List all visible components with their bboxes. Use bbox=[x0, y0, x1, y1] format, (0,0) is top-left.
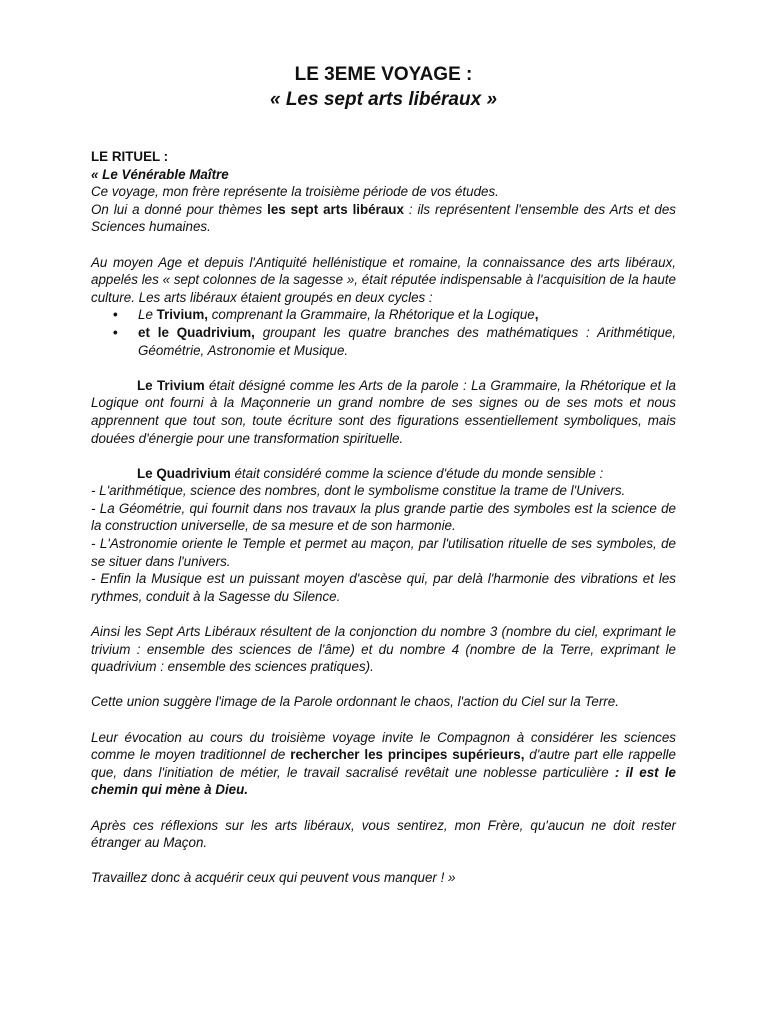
bullet-icon: • bbox=[113, 324, 118, 340]
speaker-line: « Le Vénérable Maître bbox=[91, 166, 229, 182]
paragraph-evocation: Leur évocation au cours du troisième voyage invite le Compagnon à considérer les sciences comme le moyen traditionnel de rechercher les principes supérieurs, d'autre part elle rappelle que, dans l'initiation de métier, le travail sacralisé revêtait une noblesse particulière : il est le chemin qui mène à Dieu. bbox=[91, 729, 676, 798]
cycles-list bbox=[91, 306, 676, 359]
rituel-heading: LE RITUEL : bbox=[91, 149, 169, 164]
paragraph-trivium: Le Trivium était désigné comme les Arts de la parole : La Grammaire, la Rhétorique et la Logique ont fourni à la Maçonnerie un grand nombre de ses signes ou de ses mots et nous apprennent que tout son, toute écriture sont des figurations essentiellement symboliques, mais douées d'énergie pour une transformation spirituelle. bbox=[91, 377, 676, 446]
list-item: • et le Quadrivium, groupant les quatre branches des mathématiques : Arithmétique, Géométrie, Astronomie et Musique. bbox=[113, 324, 676, 358]
paragraph-intro: Ce voyage, mon frère représente la troisième période de vos études. bbox=[91, 184, 499, 200]
themes-bold: les sept arts libéraux bbox=[267, 201, 404, 217]
quadrivium-item: - La Géométrie, qui fournit dans nos travaux la plus grande partie des symboles est la science de la construction universelle, de sa mesure et de son harmonie. bbox=[91, 500, 676, 534]
list-item: • Le Trivium, comprenant la Grammaire, la Rhétorique et la Logique, bbox=[113, 307, 539, 323]
title-line-1: LE 3EME VOYAGE : bbox=[294, 64, 473, 85]
paragraph-moyen-age: Au moyen Age et depuis l'Antiquité hellénistique et romaine, la connaissance des arts libéraux, appelés les « sept colonnes de la sagesse », était réputée indispensable à l'acquisition de la haute culture. Les arts libéraux étaient groupés en deux cycles : bbox=[91, 254, 676, 305]
title-line-2: « Les sept arts libéraux » bbox=[269, 89, 498, 110]
paragraph-apres: Après ces réflexions sur les arts libéraux, vous sentirez, mon Frère, qu'aucun ne doit rester étranger au Maçon. bbox=[91, 817, 676, 851]
quadrivium-item: - Enfin la Musique est un puissant moyen d'ascèse qui, par delà l'harmonie des vibrations et les rythmes, conduit à la Sagesse du Silence. bbox=[91, 571, 676, 604]
document-title bbox=[91, 62, 676, 112]
quadrivium-item: - L'Astronomie oriente le Temple et permet au maçon, par l'utilisation rituelle de ses symboles, de se situer dans l'univers. bbox=[91, 536, 676, 569]
paragraph-final: Travaillez donc à acquérir ceux qui peuvent vous manquer ! » bbox=[91, 870, 456, 886]
paragraph-ainsi: Ainsi les Sept Arts Libéraux résultent de la conjonction du nombre 3 (nombre du ciel, exprimant le trivium : ensemble des sciences de l'âme) et du nombre 4 (nombre de la Terre, exprimant le quadrivium : ensemble des sciences pratiques). bbox=[91, 624, 676, 675]
bullet-icon: • bbox=[113, 307, 118, 323]
quadrivium-item: - L'arithmétique, science des nombres, dont le symbolisme constitue la trame de l'Univers. bbox=[91, 483, 626, 499]
paragraph-themes: On lui a donné pour thèmes les sept arts libéraux : ils représentent l'ensemble des Arts et des Sciences humaines. bbox=[91, 201, 676, 235]
paragraph-union: Cette union suggère l'image de la Parole ordonnant le chaos, l'action du Ciel sur la Terre. bbox=[91, 694, 619, 710]
paragraph-quadrivium: Le Quadrivium était considéré comme la science d'étude du monde sensible : bbox=[137, 465, 604, 481]
